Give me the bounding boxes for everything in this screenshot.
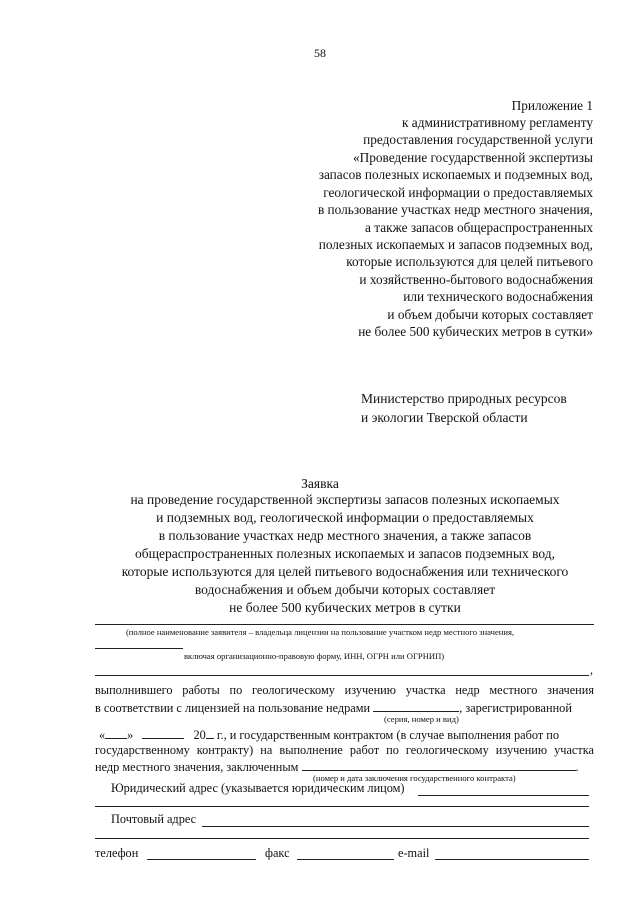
appendix-line: а также запасов общераспространенных (365, 220, 593, 235)
appendix-line: Приложение 1 (511, 98, 593, 113)
appendix-line: запасов полезных ископаемых и подземных вод, (318, 167, 593, 182)
postal-address-label: Почтовый адрес (111, 812, 197, 826)
appendix-line: к административному регламенту (402, 115, 593, 130)
date-year-prefix: 20 (193, 728, 206, 742)
day-field[interactable] (105, 727, 127, 739)
appendix-line: и объем добычи которых составляет (387, 307, 593, 322)
year-field[interactable] (206, 727, 214, 739)
subtitle-line: в пользование участках недр местного значения, а также запасов (158, 528, 532, 543)
appendix-line: «Проведение государственной экспертизы (352, 150, 593, 165)
appendix-line: которые используются для целей питьевого (346, 254, 593, 269)
appendix-line: полезных ископаемых и запасов подземных вод, (318, 237, 593, 252)
date-line (99, 727, 559, 743)
month-field[interactable] (142, 727, 184, 739)
page-number: 58 (314, 46, 326, 60)
phone-label: телефон (95, 846, 139, 860)
subtitle-line: на проведение государственной экспертизы запасов полезных ископаемых (130, 492, 560, 507)
email-label: e-mail (398, 846, 430, 860)
fax-field[interactable] (297, 859, 394, 860)
license-line (95, 700, 572, 716)
line-performed: выполнившего работы по геологическому изучению участка недр местного значения (95, 683, 594, 697)
appendix-line: в пользование участках недр местного значения, (317, 202, 593, 217)
hint-applicant: (полное наименование заявителя – владельца лицензии на пользование участком недр местного значения, (125, 627, 515, 637)
fax-label: факс (265, 846, 290, 860)
license-prefix: в соответствии с лицензией на пользование недрами (95, 701, 371, 715)
postal-address-field[interactable] (202, 826, 589, 827)
subtitle-line: не более 500 кубических метров в сутки (229, 600, 461, 615)
license-suffix: , зарегистрированной (459, 701, 572, 715)
appendix-line: геологической информации о предоставляемых (323, 185, 593, 200)
date-close-quote: » (127, 728, 134, 742)
subtitle-line: водоснабжения и объем добычи которых составляет (194, 582, 496, 597)
contract-line: государственному контракту) на выполнение работ по геологическому изучению участка (95, 743, 594, 757)
email-field[interactable] (435, 859, 589, 860)
subtitle-line: которые используются для целей питьевого водоснабжения или технического (121, 564, 569, 579)
hint-contract: (номер и дата заключения государственного контракта) (313, 773, 516, 783)
phone-field[interactable] (147, 859, 256, 860)
applicant-name-field[interactable] (95, 624, 594, 625)
hint-license: (серия, номер и вид) (384, 714, 459, 724)
concluded-prefix: недр местного значения, заключенным (95, 760, 299, 774)
legal-address-field[interactable] (418, 795, 589, 796)
comma: , (590, 663, 594, 677)
period: . (575, 760, 579, 774)
addressee-line: и экологии Тверской области (361, 410, 528, 425)
contract-field[interactable] (302, 759, 576, 771)
subtitle-line: и подземных вод, геологической информации о предоставляемых (156, 510, 534, 525)
appendix-line: или технического водоснабжения (403, 289, 593, 304)
date-open-quote: « (99, 728, 106, 742)
license-field[interactable] (373, 700, 459, 712)
subtitle-line: общераспространенных полезных ископаемых и запасов подземных вод, (135, 546, 555, 561)
applicant-name-field-3[interactable] (95, 675, 589, 676)
hint-applicant-2: включая организационно-правовую форму, ИНН, ОГРН или ОГРНИП) (184, 651, 445, 661)
appendix-line: и хозяйственно-бытового водоснабжения (359, 272, 593, 287)
applicant-name-field-2[interactable] (95, 648, 183, 649)
legal-address-label: Юридический адрес (указывается юридическим лицом) (111, 781, 405, 795)
appendix-line: не более 500 кубических метров в сутки» (358, 324, 593, 339)
application-title: Заявка (301, 476, 339, 491)
addressee-line: Министерство природных ресурсов (361, 391, 567, 406)
legal-address-field-2[interactable] (95, 806, 589, 807)
appendix-line: предоставления государственной услуги (363, 132, 593, 147)
date-rest: г., и государственным контрактом (в случае выполнения работ по (216, 728, 560, 742)
postal-address-field-2[interactable] (95, 838, 589, 839)
